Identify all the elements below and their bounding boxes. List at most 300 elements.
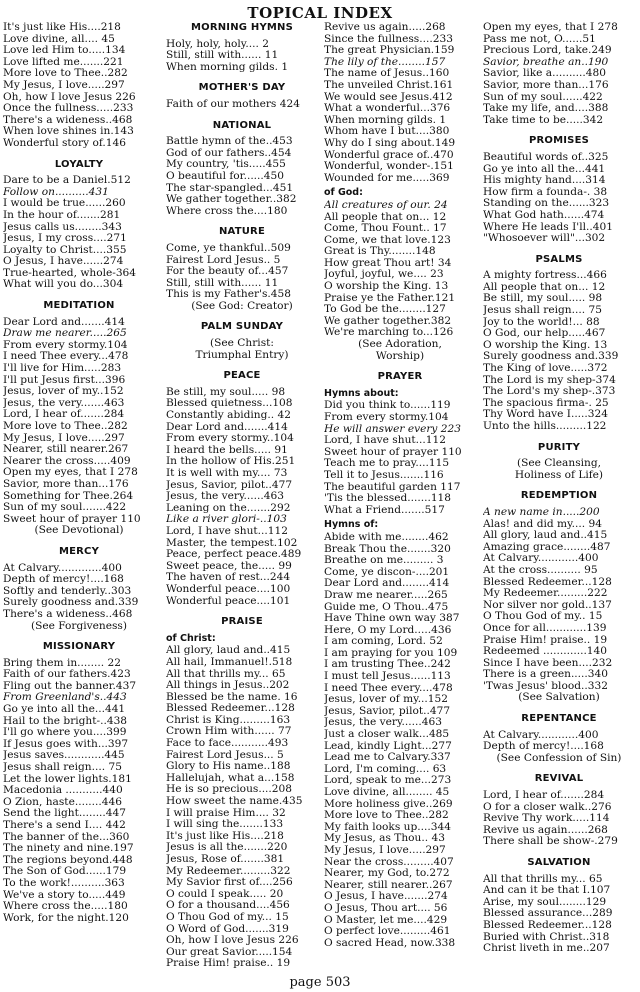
- index-entry: And can it be that I.107: [483, 885, 611, 897]
- index-entry: O perfect love.........461: [324, 926, 451, 938]
- index-entry: O Jesus, I have......274: [3, 256, 124, 268]
- cross-reference: (See Confession of Sin): [496, 751, 622, 764]
- index-entry: O sacred Head, now.338: [324, 937, 456, 949]
- index-entry: All glory, laud and..415: [166, 645, 291, 657]
- index-entry: I heard the bells..... 91: [166, 444, 288, 456]
- index-entry: Battle hymn of the..453: [166, 136, 293, 148]
- index-entry: Where cross the.....180: [3, 901, 128, 913]
- index-entry: O for a closer walk..276: [483, 801, 612, 813]
- index-entry: "Whosoever will"...302: [483, 233, 606, 245]
- section-heading: MEDITATION: [43, 300, 115, 312]
- index-entry: Go ye into all the...441: [483, 163, 606, 175]
- index-entry: Jesus, the very......463: [166, 491, 284, 503]
- index-entry: All that thrills my... 65: [166, 668, 286, 680]
- index-entry: Blessed Redeemer...128: [166, 703, 295, 715]
- index-entry: Jesus, the very.......463: [3, 397, 125, 409]
- index-entry: Dear Lord and........414: [324, 578, 450, 590]
- section-heading: LOYALTY: [54, 158, 104, 170]
- index-entry: What will you do...304: [3, 279, 124, 291]
- index-entry: Nearer, my God, to.272: [324, 868, 450, 880]
- index-entry: The lily of the........157: [324, 56, 446, 68]
- index-entry: I need Thee every...478: [3, 351, 129, 363]
- index-entry: I am trusting Thee..242: [324, 659, 451, 671]
- index-entry: All that thrills my... 65: [483, 873, 603, 885]
- index-entry: Arise, my soul........129: [483, 896, 607, 908]
- index-entry: Wonderful, wonder-.151: [324, 161, 454, 173]
- index-entry: The Lord's my shep-.373: [483, 386, 616, 398]
- index-entry: All glory, laud and..415: [483, 530, 608, 542]
- index-entry: Fairest Lord Jesus... 5: [166, 749, 284, 761]
- index-entry: Lead me to Calvary.337: [324, 752, 451, 764]
- index-entry: Thy Word have I.....324: [483, 409, 609, 421]
- index-column-4: [483, 22, 635, 955]
- index-entry: Guide me, O Thou..475: [324, 601, 449, 613]
- index-entry: Nearer, still nearer.267: [3, 444, 129, 456]
- section-heading: MISSIONARY: [42, 641, 116, 653]
- index-entry: When morning gilds. 1: [166, 61, 289, 73]
- index-entry: Our great Savior.....154: [166, 946, 293, 958]
- index-entry: Peace, perfect peace.489: [166, 549, 302, 561]
- index-entry: Precious Lord, take.249: [483, 45, 612, 57]
- index-entry: Jesus, I my cross....271: [3, 233, 127, 245]
- index-entry: How sweet the name.435: [166, 796, 303, 808]
- index-entry: True-hearted, whole-364: [3, 267, 137, 279]
- index-entry: It is well with my.... 73: [166, 468, 288, 479]
- index-entry: There shall be show-.279: [483, 836, 618, 848]
- index-entry: Revive us again......268: [483, 824, 608, 836]
- index-entry: Follow on..........431: [3, 186, 109, 198]
- section-heading: PEACE: [223, 370, 261, 382]
- index-entry: Jesus shall reign.... 75: [483, 305, 602, 317]
- index-entry: How firm a founda-. 38: [483, 186, 608, 198]
- cross-reference: (See Salvation): [518, 691, 600, 704]
- section-heading: PRAISE: [221, 616, 263, 628]
- page-title: TOPICAL INDEX: [247, 4, 393, 22]
- index-entry: Blessed assurance...289: [483, 908, 613, 920]
- index-entry: Nor silver nor gold..137: [483, 599, 612, 611]
- index-entry: I would be true......260: [3, 198, 126, 210]
- index-entry: Oh, how I love Jesus 226: [166, 935, 299, 947]
- index-entry: Lord, I'm coming.... 63: [324, 763, 447, 775]
- index-entry: From every stormy..104: [166, 433, 294, 445]
- index-entry: His mighty hand....314: [483, 175, 606, 187]
- index-entry: Dear Lord and.......414: [3, 316, 125, 328]
- index-entry: Like a river glori-..103: [166, 514, 287, 526]
- index-entry: All creatures of our. 24: [324, 199, 448, 211]
- index-entry: Revive us again.....268: [324, 22, 446, 33]
- index-entry: A new name in.....200: [483, 506, 600, 518]
- index-entry: Let the lower lights.181: [3, 773, 132, 785]
- index-entry: O Master, let me....429: [324, 914, 448, 926]
- index-entry: In the hour of.......281: [3, 209, 121, 221]
- index-entry: Holy, holy, holy.... 2: [166, 38, 269, 50]
- index-entry: Amazing grace........487: [483, 541, 611, 553]
- index-entry: Bring them in........ 22: [3, 657, 121, 669]
- index-entry: We've a story to.....449: [3, 889, 126, 901]
- index-entry: Did you think to......119: [324, 400, 451, 412]
- index-entry: The beautiful garden 117: [324, 481, 461, 493]
- index-entry: All hail, Immanuel!.518: [166, 656, 293, 668]
- index-entry: I need Thee every....478: [324, 682, 453, 694]
- index-entry: I will praise Him.... 32: [166, 807, 286, 819]
- index-entry: Depth of mercy!....168: [3, 574, 124, 586]
- index-entry: It's just like His....218: [3, 22, 121, 33]
- subsection-heading: Hymns of:: [324, 519, 379, 531]
- index-entry: Sun of my soul......422: [483, 91, 603, 103]
- index-entry: Near the cross.........407: [324, 856, 454, 868]
- index-entry: I'll put Jesus first...396: [3, 374, 126, 386]
- index-entry: We gather together.382: [324, 315, 452, 327]
- index-entry: Sweet peace, the..... 99: [166, 560, 292, 572]
- index-entry: Savior, more than...176: [3, 478, 129, 490]
- index-entry: Lead, kindly Light...277: [324, 740, 452, 752]
- index-entry: Since the fullness....233: [324, 33, 453, 45]
- index-entry: He is so precious....208: [166, 784, 293, 796]
- index-entry: Work, for the night.120: [3, 912, 129, 924]
- index-entry: More love to Thee..282: [3, 421, 128, 432]
- index-entry: This is my Father's.458: [166, 289, 291, 301]
- index-entry: Blessed quietness...108: [166, 398, 293, 410]
- index-entry: For the beauty of...457: [166, 266, 289, 278]
- section-heading: REDEMPTION: [520, 490, 598, 502]
- index-entry: Teach me to pray....115: [324, 458, 450, 470]
- index-entry: At Calvary.............400: [3, 562, 122, 574]
- index-entry: My Redeemer.........322: [166, 865, 291, 877]
- index-entry: Savior, like a..........480: [483, 68, 607, 80]
- index-entry: What a wonderful...376: [324, 103, 451, 115]
- index-entry: Breathe on me......... 3: [324, 555, 444, 567]
- index-entry: When love shines in.143: [3, 126, 134, 138]
- index-entry: Wonderful peace....101: [166, 595, 291, 607]
- index-entry: Have Thine own way 387: [324, 613, 460, 625]
- index-entry: In the hollow of His.251: [166, 456, 296, 468]
- index-entry: The Lord is my shep-374: [483, 374, 616, 386]
- index-entry: Jesus, the very......463: [324, 717, 442, 729]
- index-entry: My Jesus, I love.....297: [3, 432, 125, 444]
- index-entry: Draw me nearer.....265: [324, 589, 448, 601]
- index-entry: O Zion, haste........446: [3, 796, 122, 808]
- index-entry: Wounded for me.....369: [324, 172, 450, 184]
- index-entry: Fairest Lord Jesus.. 5: [166, 254, 281, 266]
- index-entry: O for a thousand....456: [166, 900, 290, 912]
- index-entry: Christ is King.........163: [166, 714, 291, 726]
- index-entry: Macedonia ...........440: [3, 785, 123, 797]
- cross-reference: Holiness of Life): [514, 468, 604, 481]
- index-entry: Leaning on the.......292: [166, 502, 291, 514]
- index-entry: Hallelujah, what a...158: [166, 772, 295, 784]
- index-entry: Glory to His name..188: [166, 761, 291, 773]
- index-entry: Just a closer walk...485: [324, 729, 450, 741]
- cross-reference: Worship): [375, 349, 425, 362]
- index-entry: Tell it to Jesus.......116: [324, 469, 444, 481]
- index-entry: The unveiled Christ.161: [324, 79, 454, 91]
- index-entry: The haven of rest...244: [166, 572, 291, 584]
- index-entry: Something for Thee.264: [3, 490, 134, 502]
- index-entry: What God hath......474: [483, 209, 605, 221]
- index-entry: Go ye into all the...441: [3, 704, 126, 716]
- index-entry: Alas! and did my.... 94: [483, 518, 602, 530]
- index-entry: Oh, how I love Jesus 226: [3, 91, 136, 103]
- index-entry: Love divine, all.... 45: [3, 33, 115, 45]
- index-column-3: [324, 22, 476, 949]
- index-entry: Praise Him! praise.. 19: [483, 634, 608, 646]
- cross-reference: Triumphal Entry): [195, 348, 289, 361]
- section-heading: REPENTANCE: [521, 713, 597, 725]
- index-entry: Where He leads I'll..401: [483, 221, 613, 233]
- index-entry: Standing on the......323: [483, 198, 610, 210]
- index-entry: Abide with me........462: [324, 531, 449, 543]
- index-entry: Surely goodness and.339: [483, 351, 619, 363]
- index-entry: My Savior first of....256: [166, 877, 293, 889]
- index-entry: From every stormy.104: [3, 339, 128, 351]
- index-entry: We would see Jesus.412: [324, 91, 453, 103]
- index-entry: Loyalty to Christ....355: [3, 244, 127, 256]
- index-entry: Jesus calls us........343: [3, 221, 122, 233]
- index-entry: Open my eyes, that I 278: [483, 22, 618, 33]
- index-entry: Here, O my Lord.....436: [324, 624, 452, 636]
- index-entry: Jesus, lover of my..152: [3, 386, 124, 398]
- index-entry: Come, ye discon-....201: [324, 566, 450, 578]
- section-heading: NATIONAL: [212, 119, 272, 131]
- index-entry: Still, still with...... 11: [166, 277, 279, 289]
- index-entry: Christ liveth in me..207: [483, 943, 610, 955]
- subsection-heading: Hymns about:: [324, 387, 399, 399]
- index-entry: Beautiful words of..325: [483, 151, 609, 163]
- index-entry: Dare to be a Daniel.512: [3, 175, 131, 187]
- index-entry: Face to face...........493: [166, 738, 289, 750]
- index-entry: More love to Thee..282: [324, 810, 449, 822]
- index-entry: Sweet hour of prayer 110: [3, 513, 141, 525]
- section-heading: PALM SUNDAY: [200, 321, 284, 333]
- index-entry: I must tell Jesus......113: [324, 671, 451, 683]
- index-entry: What a Friend.......517: [324, 504, 445, 516]
- index-entry: Where cross the....180: [166, 205, 288, 217]
- index-entry: There's a send I.... 442: [3, 820, 126, 831]
- index-entry: Jesus saves............445: [3, 750, 125, 762]
- index-entry: Take my life, and....388: [483, 103, 609, 115]
- index-entry: O worship the King. 13: [483, 339, 608, 351]
- index-entry: Fling out the banner.437: [3, 680, 137, 692]
- index-entry: I am praying for you 109: [324, 647, 458, 659]
- index-entry: Master, the tempest.102: [166, 537, 298, 549]
- index-entry: Unto the hills.........122: [483, 421, 607, 432]
- cross-reference: (See Adoration,: [358, 338, 442, 351]
- cross-reference: (See Devotional): [34, 524, 124, 537]
- index-entry: Jesus, lover of my...152: [324, 694, 449, 706]
- page-number: page 503: [289, 975, 351, 990]
- index-entry: Wonderful grace of..470: [324, 149, 454, 161]
- index-entry: The ninety and nine.197: [3, 843, 134, 855]
- index-entry: Surely goodness and.339: [3, 597, 139, 609]
- cross-reference: (See Forgiveness): [30, 619, 128, 632]
- index-entry: Break Thou the.......320: [324, 543, 451, 555]
- index-entry: Blessed Redeemer...128: [483, 919, 612, 931]
- index-entry: Whom have I but....380: [324, 126, 450, 138]
- cross-reference: (See Christ:: [210, 337, 274, 350]
- index-entry: There's a wideness..468: [3, 608, 133, 620]
- section-heading: REVIVAL: [534, 773, 584, 785]
- index-entry: Sweet hour of prayer 110: [324, 446, 462, 458]
- index-entry: The great Physician.159: [324, 45, 455, 57]
- index-entry: Lord, I have shut...112: [324, 435, 446, 447]
- index-entry: The spacious firma-. 25: [483, 397, 609, 409]
- index-entry: Lord, speak to me...273: [324, 775, 452, 787]
- index-entry: Jesus is all the.......220: [166, 842, 288, 854]
- index-entry: Still, still with...... 11: [166, 50, 279, 62]
- index-entry: O Jesus, I have.......274: [324, 891, 448, 903]
- index-entry: Blessed Redeemer...128: [483, 576, 612, 588]
- index-entry: I'll live for Him.....283: [3, 363, 122, 375]
- index-entry: Depth of mercy!....168: [483, 741, 604, 753]
- index-entry: Praise ye the Father.121: [324, 292, 456, 304]
- index-entry: I will sing the.......133: [166, 819, 284, 831]
- index-entry: We gather together..382: [166, 194, 297, 206]
- index-entry: Be still, my soul..... 98: [483, 293, 603, 305]
- index-entry: Lord, I hear of.......284: [3, 409, 125, 421]
- index-entry: The banner of the...360: [3, 831, 130, 843]
- index-entry: 'Tis the blessed.......118: [324, 493, 452, 505]
- index-entry: Softly and tenderly..303: [3, 585, 132, 597]
- index-entry: O Jesus, Thou art.... 56: [324, 902, 448, 914]
- index-entry: My Jesus, as Thou.. 43: [324, 833, 445, 845]
- index-entry: Jesus, Rose of.......381: [166, 854, 285, 865]
- index-entry: O God, our help.....467: [483, 328, 606, 340]
- index-entry: Open my eyes, that I 278: [3, 467, 138, 479]
- index-entry: Why do I sing about.149: [324, 137, 456, 149]
- index-entry: Lord, I hear of.......284: [483, 790, 605, 802]
- section-heading: SALVATION: [527, 857, 591, 868]
- index-entry: Joyful, joyful, we.... 23: [324, 269, 444, 281]
- index-entry: More holiness give..269: [324, 798, 453, 810]
- index-entry: The star-spangled...451: [166, 182, 294, 194]
- index-entry: Sun of my soul.......422: [3, 502, 127, 514]
- section-heading: NATURE: [218, 226, 265, 238]
- index-entry: There is a green.....340: [483, 669, 608, 681]
- index-entry: Take time to be.....342: [483, 114, 604, 126]
- index-entry: 'Twas Jesus' blood..332: [483, 680, 608, 692]
- index-entry: The name of Jesus..160: [324, 68, 450, 80]
- index-entry: O Word of God.......319: [166, 923, 289, 935]
- index-entry: Send the light........447: [3, 808, 127, 820]
- index-entry: I'll go where you....399: [3, 727, 127, 739]
- index-entry: Love led Him to.....134: [3, 45, 126, 57]
- index-entry: The Son of God......179: [3, 866, 127, 878]
- index-entry: My faith looks up....344: [324, 821, 451, 833]
- index-column-1: [3, 22, 155, 924]
- index-entry: Once the fullness.....233: [3, 103, 134, 115]
- section-heading: PSALMS: [535, 253, 583, 265]
- index-entry: At Calvary............400: [483, 553, 599, 565]
- index-entry: God of our fathers..454: [166, 147, 292, 159]
- section-heading: MORNING HYMNS: [190, 22, 294, 33]
- index-entry: We're marching to...126: [324, 327, 454, 339]
- index-entry: Be still, my soul..... 98: [166, 386, 286, 398]
- index-entry: Nearer the cross.....409: [3, 455, 131, 467]
- index-entry: Revive Thy work.....114: [483, 813, 610, 825]
- index-entry: O Thou God of my.. 15: [483, 611, 603, 623]
- index-entry: Dear Lord and.......414: [166, 421, 288, 433]
- index-entry: My Jesus, I love.....297: [324, 844, 446, 856]
- index-entry: Wonderful peace....100: [166, 583, 291, 595]
- index-entry: Love lifted me.......221: [3, 56, 124, 68]
- index-entry: Lord, I have shut...112: [166, 525, 288, 537]
- index-entry: O could I speak..... 20: [166, 888, 284, 900]
- index-entry: Faith of our fathers.423: [3, 669, 131, 681]
- section-heading: MERCY: [58, 545, 100, 557]
- index-entry: All people that on... 12: [324, 211, 447, 223]
- index-entry: Come, we that love.123: [324, 234, 451, 246]
- index-entry: Come, ye thankful..509: [166, 242, 291, 254]
- index-entry: All people that on... 12: [483, 281, 606, 293]
- index-entry: Blessed be the name. 16: [166, 691, 298, 703]
- index-column-2: [166, 22, 318, 970]
- index-entry: Wonderful story of.146: [3, 137, 126, 149]
- index-entry: Hail to the bright-..438: [3, 715, 128, 727]
- index-entry: How great Thou art! 34: [324, 257, 452, 269]
- subsection-heading: of Christ:: [166, 632, 216, 644]
- index-entry: O Thou God of my... 15: [166, 911, 289, 923]
- index-entry: Love divine, all........ 45: [324, 787, 450, 798]
- index-entry: If Jesus goes with...397: [3, 738, 129, 750]
- index-entry: O worship the King. 13: [324, 281, 449, 293]
- index-entry: A mighty fortress...466: [483, 270, 607, 282]
- index-entry: Pass me not, O......51: [483, 33, 596, 45]
- index-entry: Faith of our mothers 424: [166, 98, 300, 110]
- index-entry: Buried with Christ..318: [483, 931, 610, 943]
- index-entry: When morning gilds. 1: [324, 114, 447, 126]
- index-entry: The regions beyond.448: [3, 854, 133, 866]
- index-entry: My Redeemer.........222: [483, 588, 608, 600]
- index-entry: There's a wideness..468: [3, 114, 133, 126]
- index-entry: To God be the........127: [324, 304, 446, 316]
- index-entry: At Calvary............400: [483, 729, 599, 741]
- section-heading: MOTHER'S DAY: [198, 82, 286, 94]
- index-entry: At the cross.......... 95: [483, 564, 598, 576]
- index-entry: To the work!..........363: [3, 877, 125, 889]
- cross-reference: (See God: Creator): [191, 299, 293, 312]
- index-entry: Jesus, Savior, pilot..477: [166, 479, 293, 491]
- index-entry: It's just like His....218: [166, 830, 284, 842]
- index-entry: Savior, breathe an..190: [483, 56, 609, 68]
- index-entry: Jesus, Savior, pilot..477: [324, 705, 451, 717]
- index-entry: Redeemed .............140: [483, 646, 608, 658]
- index-entry: The King of love.....372: [483, 363, 608, 375]
- cross-reference: (See Cleansing,: [517, 457, 601, 470]
- section-heading: PROMISES: [528, 135, 590, 147]
- index-entry: Since I have been....232: [483, 657, 613, 669]
- index-entry: Savior, more than...176: [483, 79, 609, 91]
- index-entry: Nearer, still nearer..267: [324, 879, 453, 891]
- index-entry: I am coming, Lord. 52: [324, 636, 443, 648]
- index-entry: Great is Thy........148: [324, 246, 436, 258]
- index-entry: From Greenland's..443: [3, 692, 127, 704]
- index-entry: Praise Him! praise.. 19: [166, 958, 291, 970]
- section-heading: PRAYER: [377, 371, 423, 383]
- subsection-heading: of God:: [324, 187, 363, 199]
- index-entry: Constantly abiding.. 42: [166, 410, 291, 422]
- index-entry: More love to Thee..282: [3, 68, 128, 80]
- index-entry: Once for all............139: [483, 622, 607, 634]
- index-entry: Draw me nearer.....265: [3, 328, 127, 340]
- index-entry: O beautiful for......450: [166, 170, 285, 182]
- index-entry: Jesus shall reign.... 75: [3, 762, 122, 774]
- index-entry: All things in Jesus..202: [166, 680, 290, 692]
- index-entry: He will answer every 223: [324, 423, 461, 435]
- index-entry: From every stormy.104: [324, 412, 449, 423]
- index-entry: My Jesus, I love.....297: [3, 79, 125, 91]
- section-heading: PURITY: [537, 441, 581, 453]
- index-entry: Crown Him with...... 77: [166, 726, 292, 738]
